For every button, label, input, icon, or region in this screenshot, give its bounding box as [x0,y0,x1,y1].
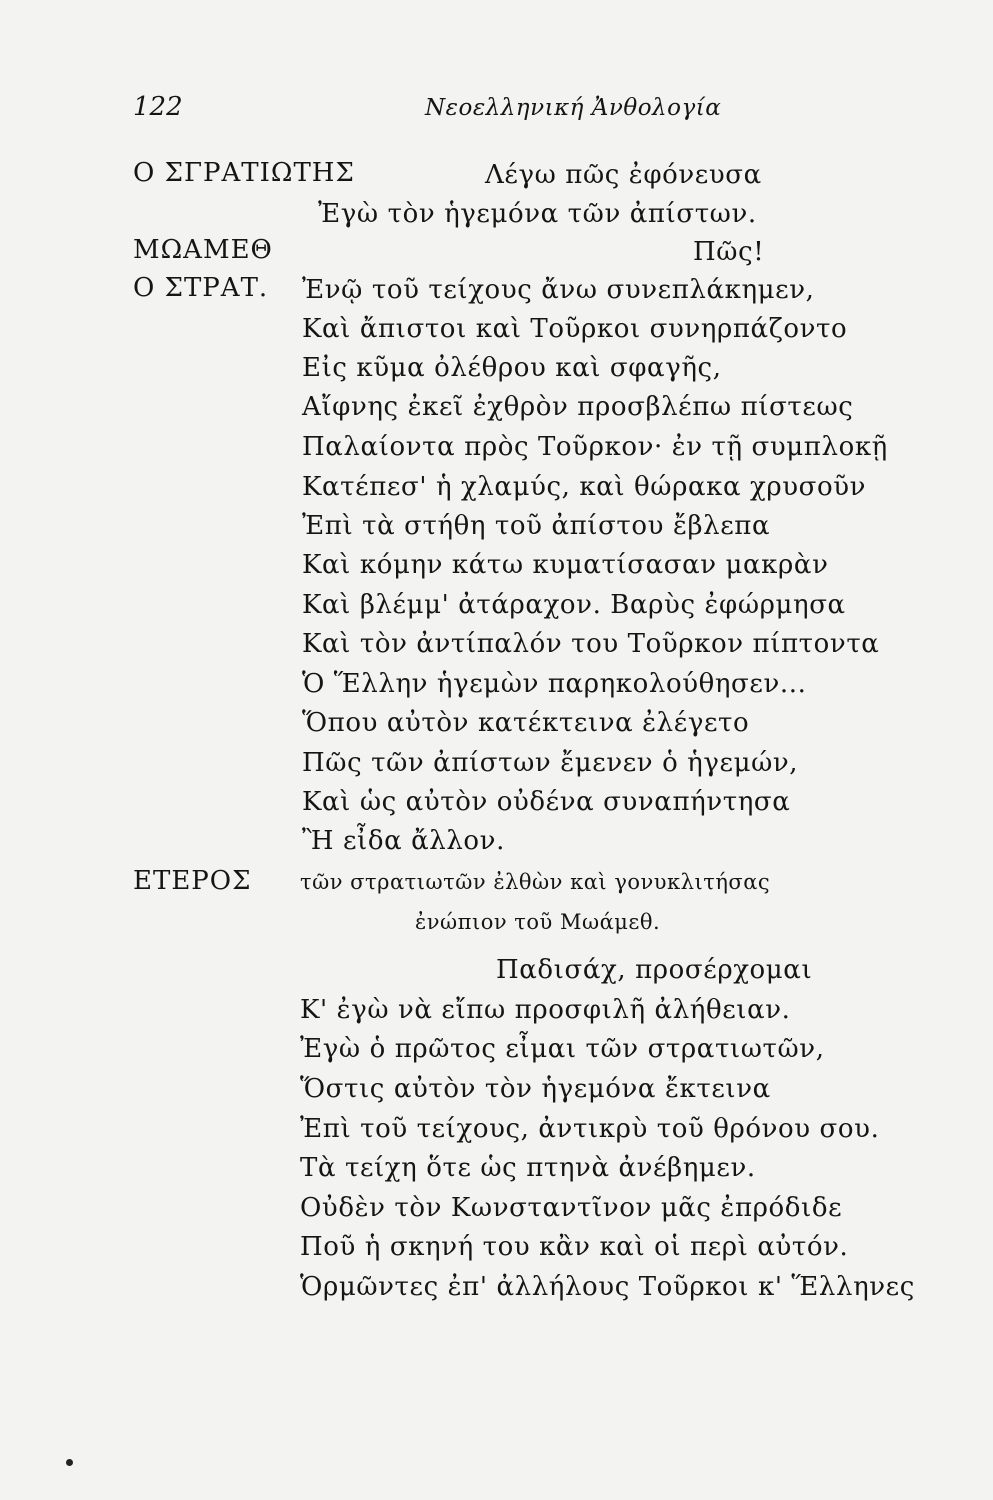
verse-line: Ὅστις αὐτὸν τὸν ἡγεμόνα ἔκτεινα [300,1074,771,1104]
speaker-other: ΕΤΕΡΟΣ [133,866,252,896]
ink-speck [66,1459,73,1466]
verse-line: Τὰ τείχη ὅτε ὡς πτηνὰ ἀνέβημεν. [300,1153,756,1183]
verse-line: Καὶ κόμην κάτω κυματίσασαν μακρὰν [302,550,829,580]
verse-line: Πῶς! [693,237,765,267]
running-title: Νεοελληνική Ἀνθολογία [425,95,722,121]
verse-line: Ὁρμῶντες ἐπ' ἀλλήλους Τοῦρκοι κ' Ἕλληνες [300,1272,915,1302]
verse-line: Ὁ Ἕλλην ἡγεμὼν παρηκολούθησεν... [302,669,807,699]
verse-line: Ἐπὶ τὰ στήθη τοῦ ἀπίστου ἔβλεπα [302,511,771,541]
verse-line: Εἰς κῦμα ὀλέθρου καὶ σφαγῆς, [302,353,722,383]
verse-line: Παδισάχ, προσέρχομαι [496,955,813,985]
verse-line: Πῶς τῶν ἀπίστων ἔμενεν ὁ ἡγεμών, [302,748,799,778]
speaker-soldier-abbr: Ο ΣΤΡΑΤ. [133,273,269,303]
stage-direction: ἐνώπιον τοῦ Μωάμεθ. [415,910,661,934]
stage-direction: τῶν στρατιωτῶν ἐλθὼν καὶ γονυκλιτήσας [300,870,771,894]
verse-line: Κ' ἐγὼ νὰ εἴπω προσφιλῆ ἀλήθειαν. [300,995,791,1025]
speaker-soldier: Ο ΣΓΡΑΤΙΩΤΗΣ [133,158,355,188]
verse-line: Ὅπου αὐτὸν κατέκτεινα ἐλέγετο [302,708,750,738]
verse-line: Καὶ τὸν ἀντίπαλόν του Τοῦρκον πίπτοντα [302,629,880,659]
verse-line: Ἐπὶ τοῦ τείχους, ἀντικρὺ τοῦ θρόνου σου. [300,1114,880,1144]
page-number: 122 [133,92,183,122]
verse-line: Καὶ βλέμμ' ἀτάραχον. Βαρὺς ἐφώρμησα [302,590,846,620]
verse-line: Ἐνῷ τοῦ τείχους ἄνω συνεπλάκημεν, [302,275,815,305]
verse-line: Ποῦ ἡ σκηνή του κἂν καὶ οἱ περὶ αὐτόν. [300,1232,849,1262]
verse-line: Καὶ ἄπιστοι καὶ Τοῦρκοι συνηρπάζοντο [302,314,848,344]
verse-line: Κατέπεσ' ἡ χλαμύς, καὶ θώρακα χρυσοῦν [302,472,867,502]
verse-line: Λέγω πῶς ἐφόνευσα [485,160,762,190]
speaker-mohammed: ΜΩΑΜΕΘ [133,235,273,265]
verse-line: Ἐγὼ τὸν ἡγεμόνα τῶν ἀπίστων. [318,199,757,229]
verse-line: Καὶ ὡς αὐτὸν οὐδένα συναπήντησα [302,787,791,817]
verse-line: Ἐγὼ ὁ πρῶτος εἶμαι τῶν στρατιωτῶν, [300,1034,825,1064]
verse-line: Αἴφνης ἐκεῖ ἐχθρὸν προσβλέπω πίστεως [302,392,854,422]
verse-line: Οὐδὲν τὸν Κωνσταντῖνον μᾶς ἐπρόδιδε [300,1193,843,1223]
verse-line: Παλαίοντα πρὸς Τοῦρκον· ἐν τῇ συμπλοκῇ [302,432,888,462]
verse-line: Ἢ εἶδα ἄλλον. [302,826,505,856]
